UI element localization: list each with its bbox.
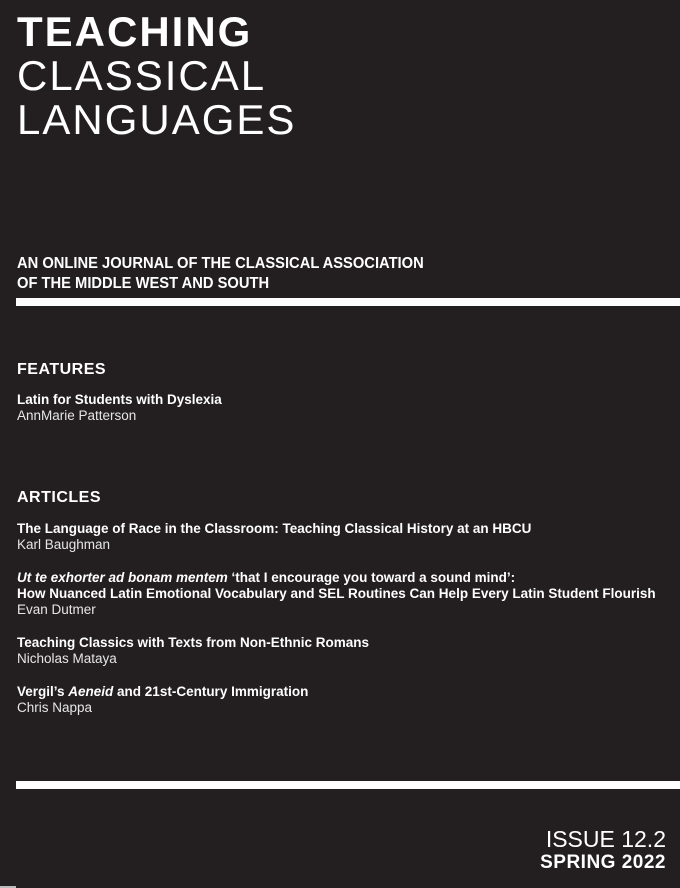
article-title-latin: Ut te exhorter ad bonam mentem [17, 570, 228, 585]
journal-masthead [17, 10, 296, 142]
article-author: Nicholas Mataya [17, 651, 117, 666]
feature-entry[interactable] [17, 392, 222, 424]
features-heading: FEATURES [17, 361, 107, 378]
subtitle-line-1: AN ONLINE JOURNAL OF THE CLASSICAL ASSOCIATION [17, 255, 424, 272]
journal-subtitle [17, 254, 424, 294]
feature-author: AnnMarie Patterson [17, 408, 137, 423]
article-author: Evan Dutmer [17, 602, 96, 617]
subtitle-line-2: OF THE MIDDLE WEST AND SOUTH [17, 275, 270, 292]
article-entry[interactable] [17, 635, 369, 667]
article-title-post: and 21st-Century Immigration [113, 684, 309, 699]
article-entry[interactable] [17, 684, 308, 716]
masthead-teaching: TEACHING [17, 8, 253, 55]
article-title [17, 684, 308, 700]
article-title [17, 570, 656, 586]
top-divider [16, 298, 680, 306]
article-title-translation: ‘that I encourage you toward a sound mind’: [227, 570, 516, 585]
article-title-italic: Aeneid [68, 684, 114, 699]
article-author: Chris Nappa [17, 700, 93, 715]
masthead-classical: CLASSICAL [17, 52, 267, 99]
feature-title: Latin for Students with Dyslexia [17, 392, 222, 407]
article-title: The Language of Race in the Classroom: Teaching Classical History at an HBCU [17, 521, 532, 536]
article-author: Karl Baughman [17, 537, 111, 552]
article-entry[interactable] [17, 570, 656, 618]
bottom-divider [16, 781, 680, 789]
article-title-line-2: How Nuanced Latin Emotional Vocabulary and SEL Routines Can Help Every Latin Student Flourish [17, 586, 656, 601]
article-title: Teaching Classics with Texts from Non-Ethnic Romans [17, 635, 370, 650]
issue-season: SPRING 2022 [540, 852, 666, 873]
masthead-languages: LANGUAGES [17, 96, 297, 143]
issue-info [540, 826, 666, 874]
issue-number: ISSUE 12.2 [545, 826, 666, 852]
articles-heading: ARTICLES [17, 489, 101, 506]
article-entry[interactable] [17, 521, 531, 553]
article-title-pre: Vergil’s [17, 684, 69, 699]
